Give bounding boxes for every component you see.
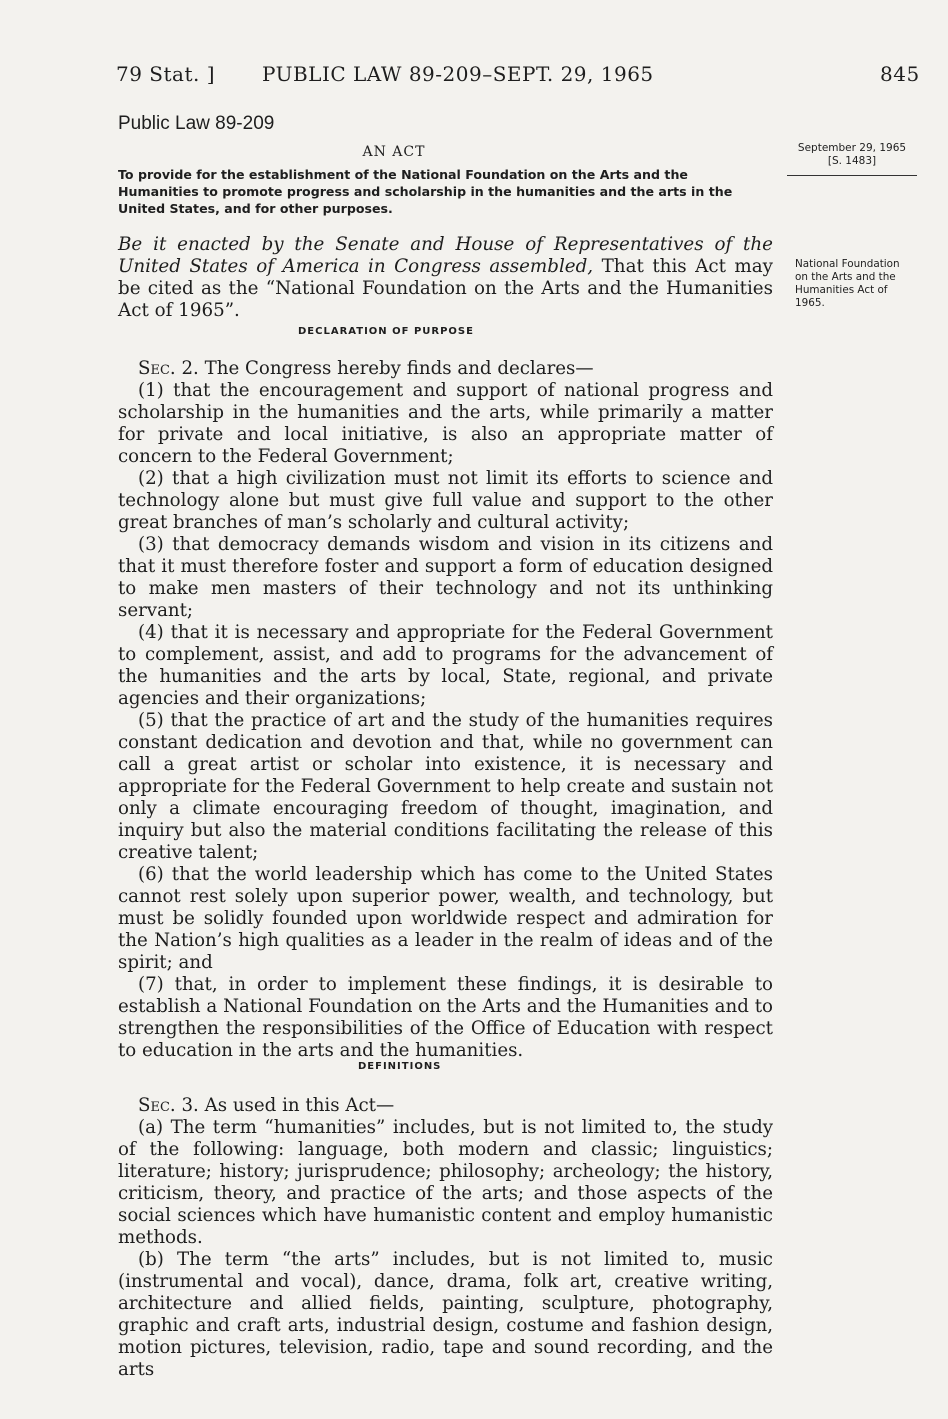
finding-item: (7) that, in order to implement these findings, it is desirable to establish a National Foundation on the Arts and the Humanities and to strengthen the responsibilities of the Office of Education with respect to education in the arts and the humanities. xyxy=(118,974,773,1061)
section-3-intro xyxy=(118,1095,773,1117)
margin-note: National Foundation on the Arts and the Humanities Act of 1965. xyxy=(795,258,900,309)
margin-date xyxy=(787,142,917,168)
running-header: PUBLIC LAW 89-209–SEPT. 29, 1965 xyxy=(262,62,654,86)
definitions-heading: DEFINITIONS xyxy=(358,1061,442,1072)
margin-bill-number: [S. 1483] xyxy=(827,155,877,167)
finding-item: (3) that democracy demands wisdom and vision in its citizens and that it must therefore foster and support a form of education designed to make men masters of their technology and not its unthinking servant; xyxy=(118,534,773,621)
enacting-clause xyxy=(118,234,773,322)
finding-item: (6) that the world leadership which has come to the United States cannot rest solely upon superior power, wealth, and technology, but must be solidly founded upon worldwide respect and admiration for the Nation’s high qualities as a leader in the realm of ideas and of the spirit; and xyxy=(118,864,773,973)
section-intro-text: As used in this Act— xyxy=(198,1095,395,1116)
definition-item: (a) The term “humanities” includes, but is not limited to, the study of the following: language, both modern and classic; linguistics; literature; history; jurisprudence; philosophy; archeology; the history, criticism, theory, and practice of the arts; and those aspects of the social sciences which have humanistic content and employ humanistic methods. xyxy=(118,1117,773,1248)
section-label: Sec. 2. xyxy=(138,358,199,379)
statute-reference: 79 Stat. ] xyxy=(116,62,216,86)
finding-item: (5) that the practice of art and the study of the humanities requires constant dedication and devotion and that, while no government can call a great artist or scholar into existence, it is necessary and appropriate for the Federal Government to help create and sustain not only a climate encouraging freedom of thought, imagination, and inquiry but also the material conditions facilitating the release of this creative talent; xyxy=(118,710,773,863)
section-2-intro xyxy=(118,358,773,380)
declaration-heading: DECLARATION OF PURPOSE xyxy=(298,326,474,337)
margin-divider xyxy=(787,175,917,176)
short-title-text: That this Act may be cited as the “National Foundation on the Arts and the Humanities Act of 1965”. xyxy=(118,256,773,321)
margin-date-text: September 29, 1965 xyxy=(797,142,907,154)
finding-item: (4) that it is necessary and appropriate for the Federal Government to complement, assist, and add to programs for the advancement of the humanities and the arts by local, State, regional, and private agencies and their organizations; xyxy=(118,622,773,709)
an-act-heading: AN ACT xyxy=(362,144,426,160)
definitions-body xyxy=(118,1095,773,1381)
public-law-number: Public Law 89-209 xyxy=(118,113,275,134)
page-number: 845 xyxy=(880,62,920,86)
finding-item: (1) that the encouragement and support of national progress and scholarship in the humanities and the arts, while primarily a matter for private and local initiative, is also an appropriate matter of concern to the Federal Government; xyxy=(118,380,773,467)
definition-item: (b) The term “the arts” includes, but is not limited to, music (instrumental and vocal), dance, drama, folk art, creative writing, architecture and allied fields, painting, sculpture, photography, graphic and craft arts, industrial design, costume and fashion design, motion pictures, television, radio, tape and sound recording, and the arts xyxy=(118,1249,773,1380)
section-intro-text: The Congress hereby finds and declares— xyxy=(198,358,594,379)
section-label: Sec. 3. xyxy=(138,1095,199,1116)
act-title: To provide for the establishment of the National Foundation on the Arts and the Humanities to promote progress and scholarship in the humanities and the arts in the United States, and for other purposes. xyxy=(118,167,733,216)
declaration-body xyxy=(118,358,773,1062)
enacting-formula: Be it enacted by the Senate and House of Representatives of the United States of America in Congress assembled, xyxy=(118,234,773,277)
finding-item: (2) that a high civilization must not limit its efforts to science and technology alone but must give full value and support to the other great branches of man’s scholarly and cultural activity; xyxy=(118,468,773,533)
